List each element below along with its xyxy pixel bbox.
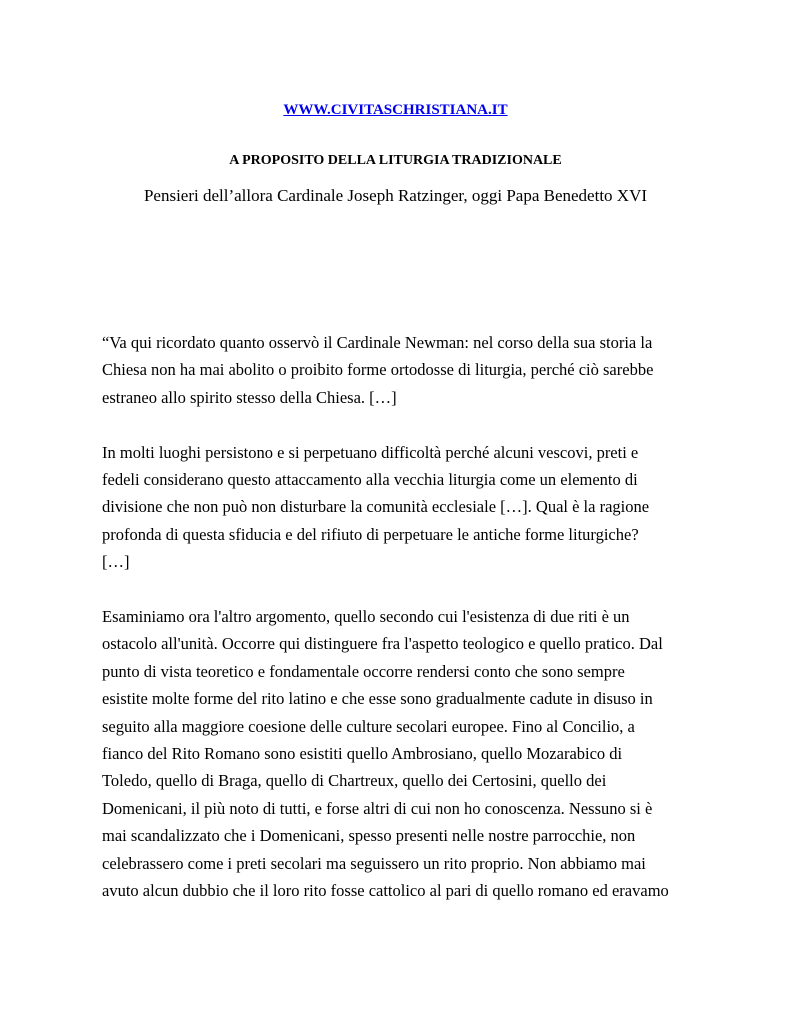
text-line: punto di vista teoretico e fondamentale occorre rendersi conto che sono sempre — [102, 661, 625, 681]
paragraph-2 — [102, 439, 702, 576]
text-line: seguito alla maggiore coesione delle culture secolari europee. Fino al Concilio, a — [102, 716, 635, 736]
document-subtitle: Pensieri dell’allora Cardinale Joseph Ratzinger, oggi Papa Benedetto XVI — [143, 186, 648, 205]
text-line: “Va qui ricordato quanto osservò il Cardinale Newman: nel corso della sua storia la — [102, 333, 653, 352]
text-line: […] — [102, 552, 130, 572]
text-line: mai scandalizzato che i Domenicani, spesso presenti nelle nostre parrocchie, non — [102, 826, 636, 846]
text-line: estraneo allo spirito stesso della Chiesa. […] — [102, 387, 397, 407]
text-line: avuto alcun dubbio che il loro rito fosse cattolico al pari di quello romano ed eravamo — [102, 881, 669, 901]
text-line: ostacolo all'unità. Occorre qui distinguere fra l'aspetto teologico e quello pratico. Dal — [102, 634, 663, 654]
paragraph-1 — [102, 329, 702, 411]
text-line: Chiesa non ha mai abolito o proibito forme ortodosse di liturgia, perché ciò sarebbe — [102, 360, 654, 380]
text-line: In molti luoghi persistono e si perpetuano difficoltà perché alcuni vescovi, preti e — [102, 442, 639, 462]
text-line: Toledo, quello di Braga, quello di Chartreux, quello dei Certosini, quello dei — [102, 771, 607, 791]
site-link[interactable]: WWW.CIVITASCHRISTIANA.IT — [283, 102, 508, 118]
text-line: profonda di questa sfiducia e del rifiuto di perpetuare le antiche forme liturgiche? — [102, 524, 639, 544]
text-line: celebrassero come i preti secolari ma seguissero un rito proprio. Non abbiamo mai — [102, 853, 646, 873]
body-text — [102, 329, 702, 932]
text-line: esistite molte forme del rito latino e che esse sono gradualmente cadute in disuso in — [102, 689, 653, 709]
text-line: fianco del Rito Romano sono esistiti quello Ambrosiano, quello Mozarabico di — [102, 744, 623, 764]
text-line: divisione che non può non disturbare la comunità ecclesiale […]. Qual è la ragione — [102, 497, 650, 517]
document-title: A PROPOSITO DELLA LITURGIA TRADIZIONALE — [229, 153, 562, 168]
text-line: Esaminiamo ora l'altro argomento, quello secondo cui l'esistenza di due riti è un — [102, 607, 630, 627]
text-line: Domenicani, il più noto di tutti, e forse altri di cui non ho conoscenza. Nessuno si è — [102, 798, 653, 818]
text-line: fedeli considerano questo attaccamento alla vecchia liturgia come un elemento di — [102, 470, 638, 490]
paragraph-3 — [102, 603, 702, 904]
